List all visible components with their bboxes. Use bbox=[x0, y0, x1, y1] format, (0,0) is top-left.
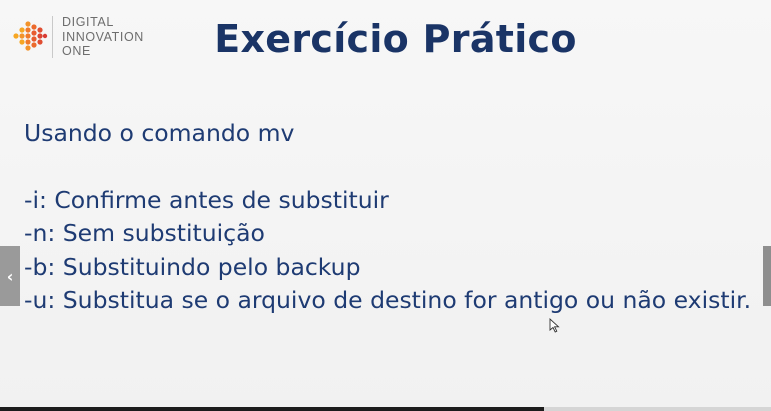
option-n: -n: Sem substituição bbox=[24, 219, 265, 247]
previous-slide-button[interactable] bbox=[0, 246, 20, 306]
chevron-left-icon: ‹ bbox=[6, 266, 14, 286]
option-u: -u: Substitua se o arquivo de destino for antigo ou não existir. bbox=[24, 286, 752, 314]
logo-line-innovation: INNOVATION bbox=[62, 29, 144, 44]
next-slide-button[interactable] bbox=[763, 246, 771, 306]
logo-line-one: ONE bbox=[62, 44, 91, 58]
logo-line-digital: DIGITAL bbox=[62, 15, 114, 29]
video-progress-fill bbox=[0, 407, 544, 411]
slide-title: Exercício Prático bbox=[214, 17, 577, 61]
option-b: -b: Substituindo pelo backup bbox=[24, 252, 361, 281]
slide-content bbox=[24, 117, 764, 318]
mouse-cursor-icon bbox=[549, 318, 561, 334]
slide-heading: Usando o comando mv bbox=[24, 119, 295, 147]
option-i: -i: Confirme antes de substituir bbox=[24, 185, 389, 214]
video-progress-bar[interactable] bbox=[0, 407, 771, 411]
